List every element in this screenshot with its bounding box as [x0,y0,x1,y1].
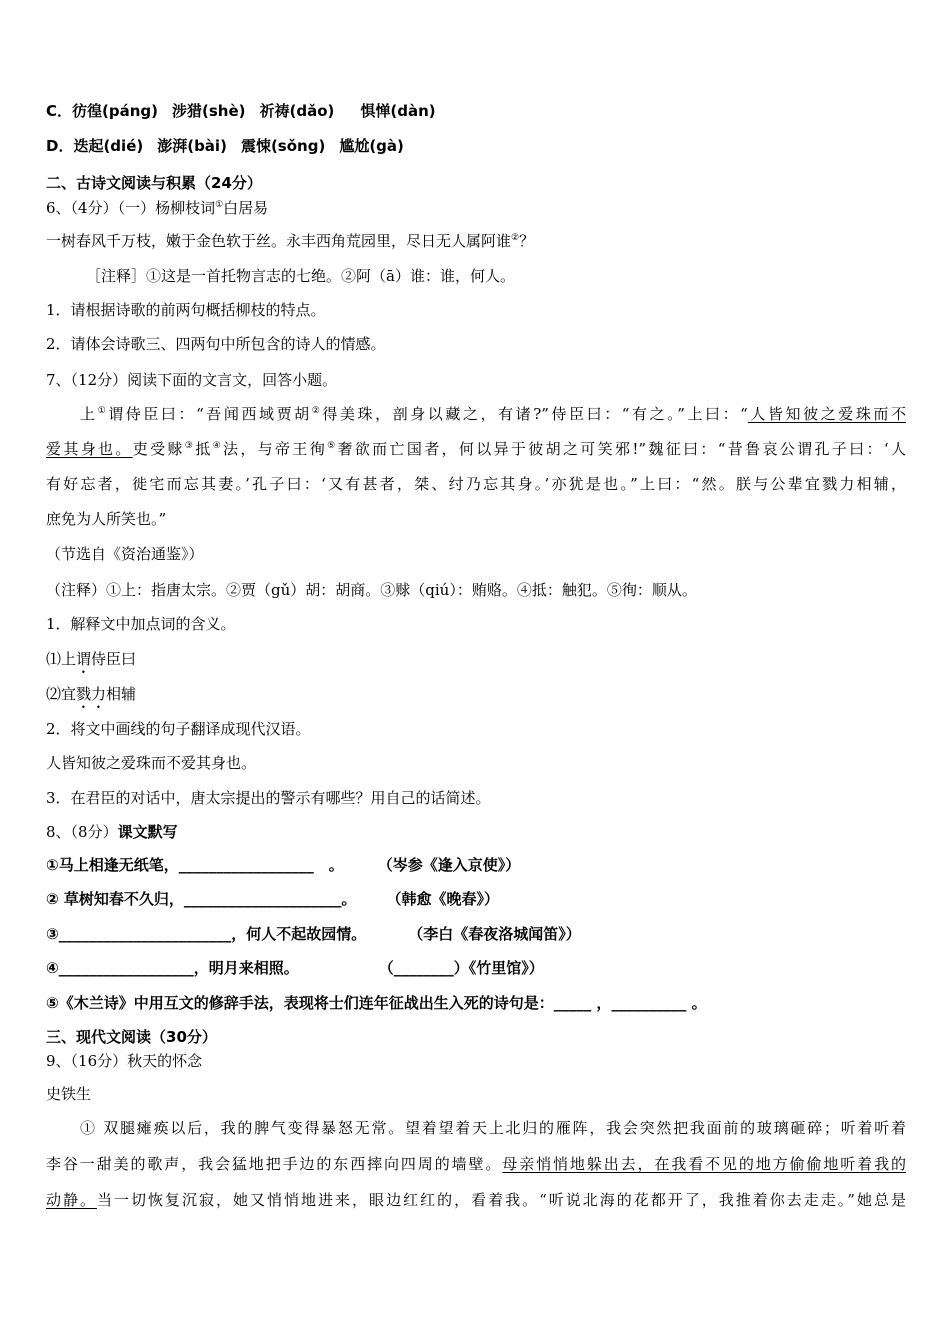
fill-blank: ③_______________________，何人不起故园情。 [46,925,367,943]
word-item: 彷徨(páng) [72,102,159,120]
footnote-mark: ① [215,200,224,210]
q7-passage-line-2 [46,438,906,460]
q6-poem [46,230,910,252]
q9-heading: 9、（16分）秋天的怀念 [46,1052,203,1070]
q6-note: ［注释］①这是一首托物言志的七绝。②阿（ā）谁：谁，何人。 [86,267,515,285]
word-item: 尴尬(gà) [339,137,404,155]
q8-line-2 [46,888,910,910]
option-label: C． [46,102,73,120]
option-c [46,100,910,122]
poem-end: ？ [519,232,535,250]
q7-passage-line-4: 庶免为人所笑也。” [46,510,167,528]
underlined-sentence: 人皆知彼之爱珠而不 [747,405,906,423]
source-ref: （岑参《逢入京使》） [377,856,521,874]
section-2-title: 二、古诗文阅读与积累（24分） [46,174,262,192]
fill-blank: ④__________________，明月来相照。 [46,959,299,977]
option-d [46,135,910,157]
item-text: 侍臣曰 [91,650,137,668]
fill-blank: ①马上相逢无纸笔，__________________ 。 [46,856,344,874]
passage-text: 吏受赇 [132,440,185,458]
passage-text: 抵 [195,440,213,458]
q8-line-3 [46,923,910,945]
passage-text: 李谷一甜美的歌声，我会猛地把手边的东西摔向四周的墙壁。 [46,1155,503,1173]
source-ref: （韩愈《晚春》） [386,890,499,908]
passage-text: 奢欲而亡国者，何以异于彼胡之可笑邪!”魏征曰：“昔鲁哀公谓孔子曰：‘人 [337,440,906,458]
q8-number: 8、（8分） [46,823,118,841]
passage-text: 得美珠，剖身以藏之，有诸?”侍臣曰：“有之。”上曰：“ [322,405,748,423]
q9-passage-line-3 [46,1189,906,1211]
q8-line-1 [46,854,910,876]
footnote-mark: ④ [212,441,223,451]
q6-title: 6、（4分）（一）杨柳枝词 [46,199,216,217]
q6-author: 白居易 [223,199,269,217]
underlined-sentence: 动静。 [46,1191,98,1209]
q7-source: （节选自《资治通鉴》） [46,545,204,563]
footnote-mark: ① [97,406,109,416]
dotted-word: 谓 [76,650,92,668]
q7-subquestion-1: 1．解释文中加点词的含义。 [46,615,236,633]
poem-text: 一树春风千万枝，嫩于金色软于丝。永丰西角荒园里，尽日无人属阿谁 [46,232,512,250]
q9-passage-line-2 [46,1153,906,1175]
footnote-mark: ③ [184,441,196,451]
passage-text: 上 [80,405,98,423]
q6-subquestion-1: 1．请根据诗歌的前两句概括柳枝的特点。 [46,301,326,319]
word-item: 迭起(dié) [73,137,144,155]
q7-notes: （注释）①上：指唐太宗。②贾（gǔ）胡：胡商。③赇（qiú）：贿赂。④抵：触犯。⑤徇：顺从。 [46,581,697,599]
q7-subquestion-1b [46,683,910,712]
q6-heading [46,197,910,219]
q7-passage-line-1 [80,403,906,425]
underlined-sentence: 母亲悄悄地躲出去，在我看不见的地方偷偷地听着我的 [502,1155,906,1173]
q6-subquestion-2: 2．请体会诗歌三、四两句中所包含的诗人的情感。 [46,335,386,353]
source-ref: （________）《竹里馆》） [378,959,544,977]
q7-subquestion-2: 2．将文中画线的句子翻译成现代汉语。 [46,720,311,738]
passage-text: 当一切恢复沉寂，她又悄悄地进来，眼边红红的，看着我。“听说北海的花都开了，我推着你去走走。”她总是 [97,1191,906,1209]
q8-title: 课文默写 [117,823,178,841]
q8-heading [46,821,910,843]
word-item: 澎湃(bài) [157,137,227,155]
q7-subquestion-3: 3．在君臣的对话中，唐太宗提出的警示有哪些？用自己的话简述。 [46,789,491,807]
item-text: ⑵宜 [46,685,77,703]
word-item: 祈祷(dǎo) [259,102,335,120]
footnote-mark: ⑤ [327,441,338,451]
footnote-mark: ② [511,233,520,243]
footnote-mark: ② [311,406,323,416]
item-text: 相辅 [106,685,137,703]
option-label: D． [46,137,74,155]
dotted-word: 戮力 [76,685,107,703]
item-text: ⑴上 [46,650,77,668]
q7-translation-sentence: 人皆知彼之爱珠而不爱其身也。 [46,754,257,772]
q9-author: 史铁生 [46,1085,92,1103]
q7-passage-line-3: 有好忘者，徙宅而忘其妻。’孔子曰：‘又有甚者，桀、纣乃忘其身。’亦犹是也。”上曰：“然。朕与公辈宜戮力相辅， [46,475,906,493]
passage-text: 谓侍臣曰：“吾闻西域贾胡 [108,405,312,423]
q8-line-4 [46,957,910,979]
fill-blank: ② 草树知春不久归，_____________________。 [46,890,357,908]
word-item: 涉猎(shè) [172,102,246,120]
q8-line-5: ⑤《木兰诗》中用互文的修辞手法，表现将士们连年征战出生入死的诗句是：_____ ，__________ 。 [46,994,707,1012]
q7-heading: 7、（12分）阅读下面的文言文，回答小题。 [46,371,338,389]
section-3-title: 三、现代文阅读（30分） [46,1028,217,1046]
underlined-sentence: 爱其身也。 [46,440,133,458]
q9-passage-line-1: ① 双腿瘫痪以后，我的脾气变得暴怒无常。望着望着天上北归的雁阵，我会突然把我面前的玻璃砸碎；听着听着 [80,1119,906,1137]
passage-text: 法，与帝王徇 [222,440,328,458]
source-ref: （李白《春夜洛城闻笛》） [408,925,581,943]
q7-subquestion-1a [46,648,910,677]
word-item: 震悚(sǒng) [240,137,326,155]
word-item: 惧惮(dàn) [360,102,436,120]
